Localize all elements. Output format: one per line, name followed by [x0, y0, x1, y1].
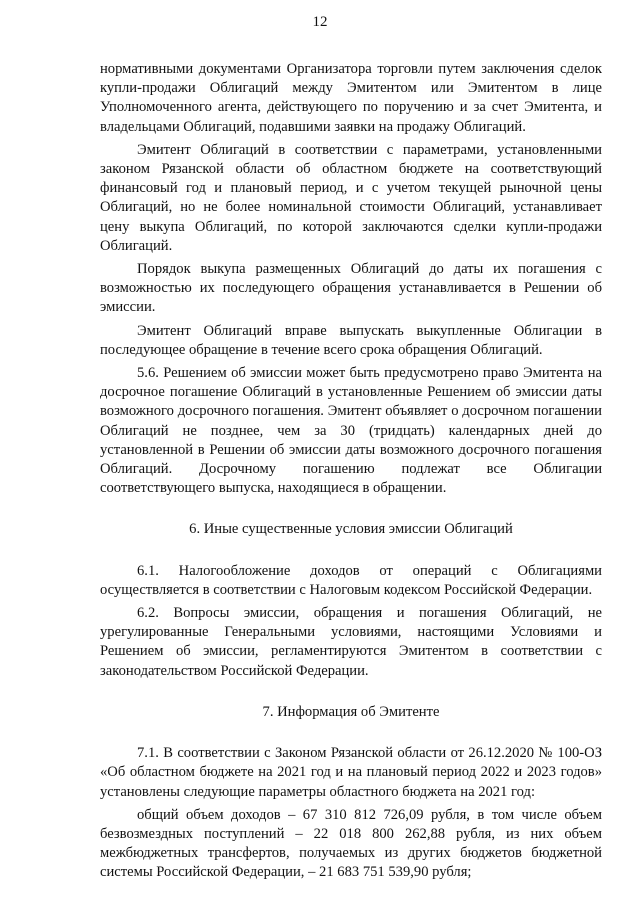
paragraph-7-1: 7.1. В соответствии с Законом Рязанской области от 26.12.2020 № 100-ОЗ «Об областном бюджете на 2021 год и на плановый период 2022 и 2023 годов» установлены следующие параметры областного бюджета на 2021 год:	[100, 745, 602, 800]
paragraph-6-1: 6.1. Налогообложение доходов от операций с Облигациями осуществляется в соответствии с Налоговым кодексом Российской Федерации.	[100, 562, 602, 598]
page-number: 12	[312, 14, 328, 30]
paragraph-reissue: Эмитент Облигаций вправе выпускать выкупленные Облигации в последующее обращение в течение всего срока обращения Облигаций.	[100, 322, 602, 358]
section-6-heading: 6. Иные существенные условия эмиссии Облигаций	[189, 521, 513, 538]
paragraph-buyback-procedure: Порядок выкупа размещенных Облигаций до даты их погашения с возможностью их последующего обращения устанавливается в Решении об эмиссии.	[100, 261, 602, 316]
section-7-heading: 7. Информация об Эмитенте	[262, 703, 440, 720]
paragraph-6-2: 6.2. Вопросы эмиссии, обращения и погашения Облигаций, не урегулированные Генеральными условиями, настоящими Условиями и Решением об эмиссии, регламентируются Эмитентом в соответствии с законодательством Российской Федерации.	[100, 605, 602, 679]
paragraph-buyback-price: Эмитент Облигаций в соответствии с параметрами, установленными законом Рязанской области об областном бюджете на соответствующий финансовый год и плановый период, и с учетом текущей рыночной цены Облигаций, но не более номинальной стоимости Облигаций, устанавливает цену выкупа Облигаций, по которой заключаются сделки купли-продажи Облигаций.	[100, 141, 602, 254]
paragraph-5-6-early-redemption: 5.6. Решением об эмиссии может быть предусмотрено право Эмитента на досрочное погашение Облигаций в установленные Решением об эмиссии даты возможного досрочного погашения. Эмитент объявляет о досрочном погашении Облигаций не позднее, чем за 30 (тридцать) календарных дней до установленной в Решении об эмиссии даты возможного досрочного погашения Облигаций. Досрочному погашению подлежат все Облигации соответствующего выпуска, находящиеся в обращении.	[100, 365, 602, 497]
paragraph-continuation: нормативными документами Организатора торговли путем заключения сделок купли-продажи Облигаций между Эмитентом или Эмитентом в лице Уполномоченного агента, действующего по поручению и за счет Эмитента, и владельцами Облигаций, подавшими заявки на продажу Облигаций.	[100, 61, 602, 135]
paragraph-revenue-volume: общий объем доходов – 67 310 812 726,09 рубля, в том числе объем безвозмездных поступлений – 22 018 800 262,88 рубля, из них объем межбюджетных трансфертов, получаемых из других бюджетов бюджетной системы Российской Федерации, – 21 683 751 539,90 рубля;	[100, 806, 602, 881]
document-body	[100, 60, 602, 887]
